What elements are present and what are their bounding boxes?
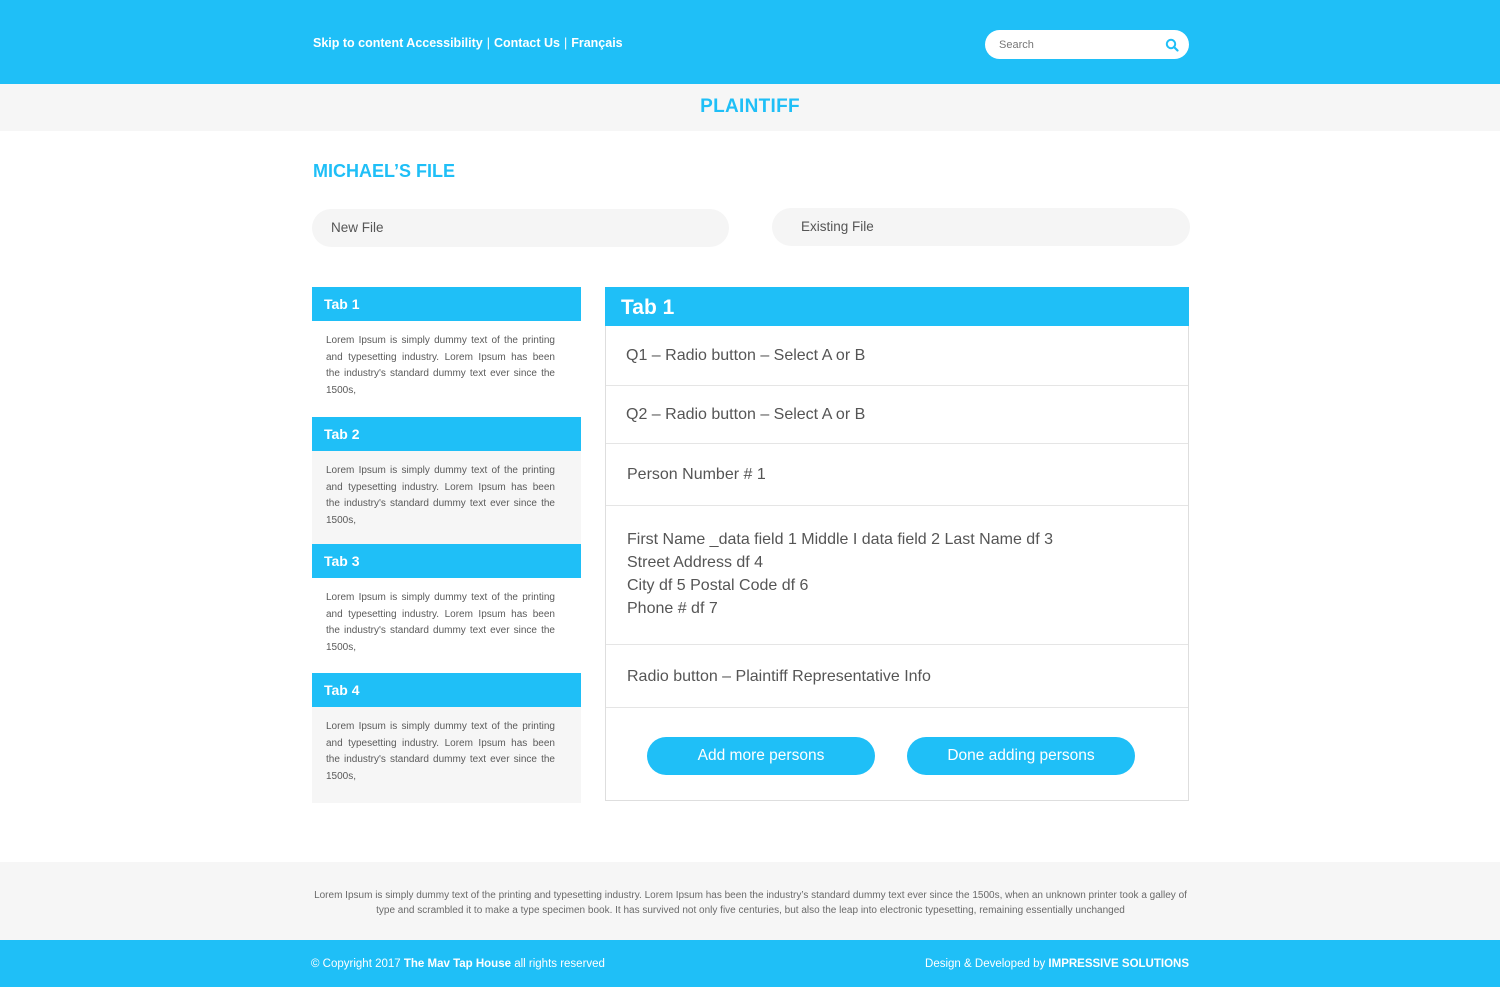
sidebar-tab-2-text: Lorem Ipsum is simply dummy text of the printing and typesetting industry. Lorem Ipsum has been the industry's standard dummy text ever since the 1500s,: [312, 451, 581, 544]
title-bar: [0, 84, 1500, 131]
q2-radio-row[interactable]: Q2 – Radio button – Select A or B: [606, 386, 1188, 444]
tab-panel: [605, 287, 1189, 801]
francais-link[interactable]: Français: [571, 36, 623, 50]
sidebar-tab-4-text: Lorem Ipsum is simply dummy text of the printing and typesetting industry. Lorem Ipsum has been the industry's standard dummy text ever since the 1500s,: [312, 707, 581, 803]
sidebar-tab-3-text: Lorem Ipsum is simply dummy text of the printing and typesetting industry. Lorem Ipsum has been the industry's standard dummy text ever since the 1500s,: [326, 592, 555, 653]
new-file-button[interactable]: New File: [312, 209, 729, 247]
footer-description: Lorem Ipsum is simply dummy text of the printing and typesetting industry. Lorem Ipsum has been the industry’s standard dummy text ever since the 1500s, when an unknown printer took a galley of type and scrambled it to make a type specimen book. It has survived not only five centuries, but also the leap into electronic typesetting, remaining essentially unchanged: [314, 890, 1187, 916]
city-postal-fields[interactable]: City df 5 Postal Code df 6: [627, 577, 809, 594]
q1-radio-row[interactable]: Q1 – Radio button – Select A or B: [606, 326, 1188, 386]
person-fields: [606, 506, 1188, 645]
search-icon[interactable]: [1165, 38, 1179, 52]
accessibility-link[interactable]: Accessibility: [406, 36, 483, 50]
done-adding-persons-button[interactable]: Done adding persons: [907, 737, 1135, 775]
footer-description-area: [0, 862, 1500, 940]
separator: |: [563, 36, 568, 50]
sidebar-tab-1: [312, 287, 581, 400]
skip-to-content-link[interactable]: Skip to content: [313, 36, 404, 50]
contact-us-link[interactable]: Contact Us: [493, 36, 560, 50]
add-more-persons-button[interactable]: Add more persons: [647, 737, 875, 775]
copyright: [311, 958, 605, 970]
credit: [925, 958, 1189, 970]
sidebar-tab-3: [312, 544, 581, 656]
existing-file-button[interactable]: Existing File: [772, 208, 1190, 246]
page-title: PLAINTIFF: [700, 96, 800, 117]
representative-radio-row[interactable]: Radio button – Plaintiff Representative Info: [606, 645, 1188, 708]
utility-links: [313, 36, 623, 50]
phone-field[interactable]: Phone # df 7: [627, 600, 718, 617]
top-header: [0, 0, 1500, 84]
sidebar-tab-4: [312, 673, 581, 803]
company-name: The Mav Tap House: [403, 958, 511, 970]
street-address-field[interactable]: Street Address df 4: [627, 554, 764, 571]
credit-company[interactable]: IMPRESSIVE SOLUTIONS: [1048, 958, 1189, 970]
sidebar-tab-3-header[interactable]: Tab 3: [312, 544, 581, 578]
sidebar-tab-2: [312, 417, 581, 544]
person-number-label: Person Number # 1: [606, 444, 1188, 506]
sidebar-tab-1-header[interactable]: Tab 1: [312, 287, 581, 321]
panel-title: Tab 1: [605, 287, 1189, 326]
copyright-prefix: © Copyright 2017: [311, 958, 404, 970]
search-input[interactable]: [999, 30, 1159, 59]
footer: [0, 940, 1500, 987]
sidebar-tab-1-text: Lorem Ipsum is simply dummy text of the printing and typesetting industry. Lorem Ipsum has been the industry's standard dummy text ever since the 1500s,: [326, 335, 555, 396]
name-fields[interactable]: First Name _data field 1 Middle I data field 2 Last Name df 3: [627, 531, 1053, 548]
sidebar-tab-4-header[interactable]: Tab 4: [312, 673, 581, 707]
file-title: MICHAEL’S FILE: [313, 161, 456, 181]
copyright-suffix: all rights reserved: [511, 958, 605, 970]
search-box: [985, 30, 1189, 59]
credit-prefix: Design & Developed by: [925, 958, 1049, 970]
sidebar-tab-2-header[interactable]: Tab 2: [312, 417, 581, 451]
separator: |: [486, 36, 490, 50]
